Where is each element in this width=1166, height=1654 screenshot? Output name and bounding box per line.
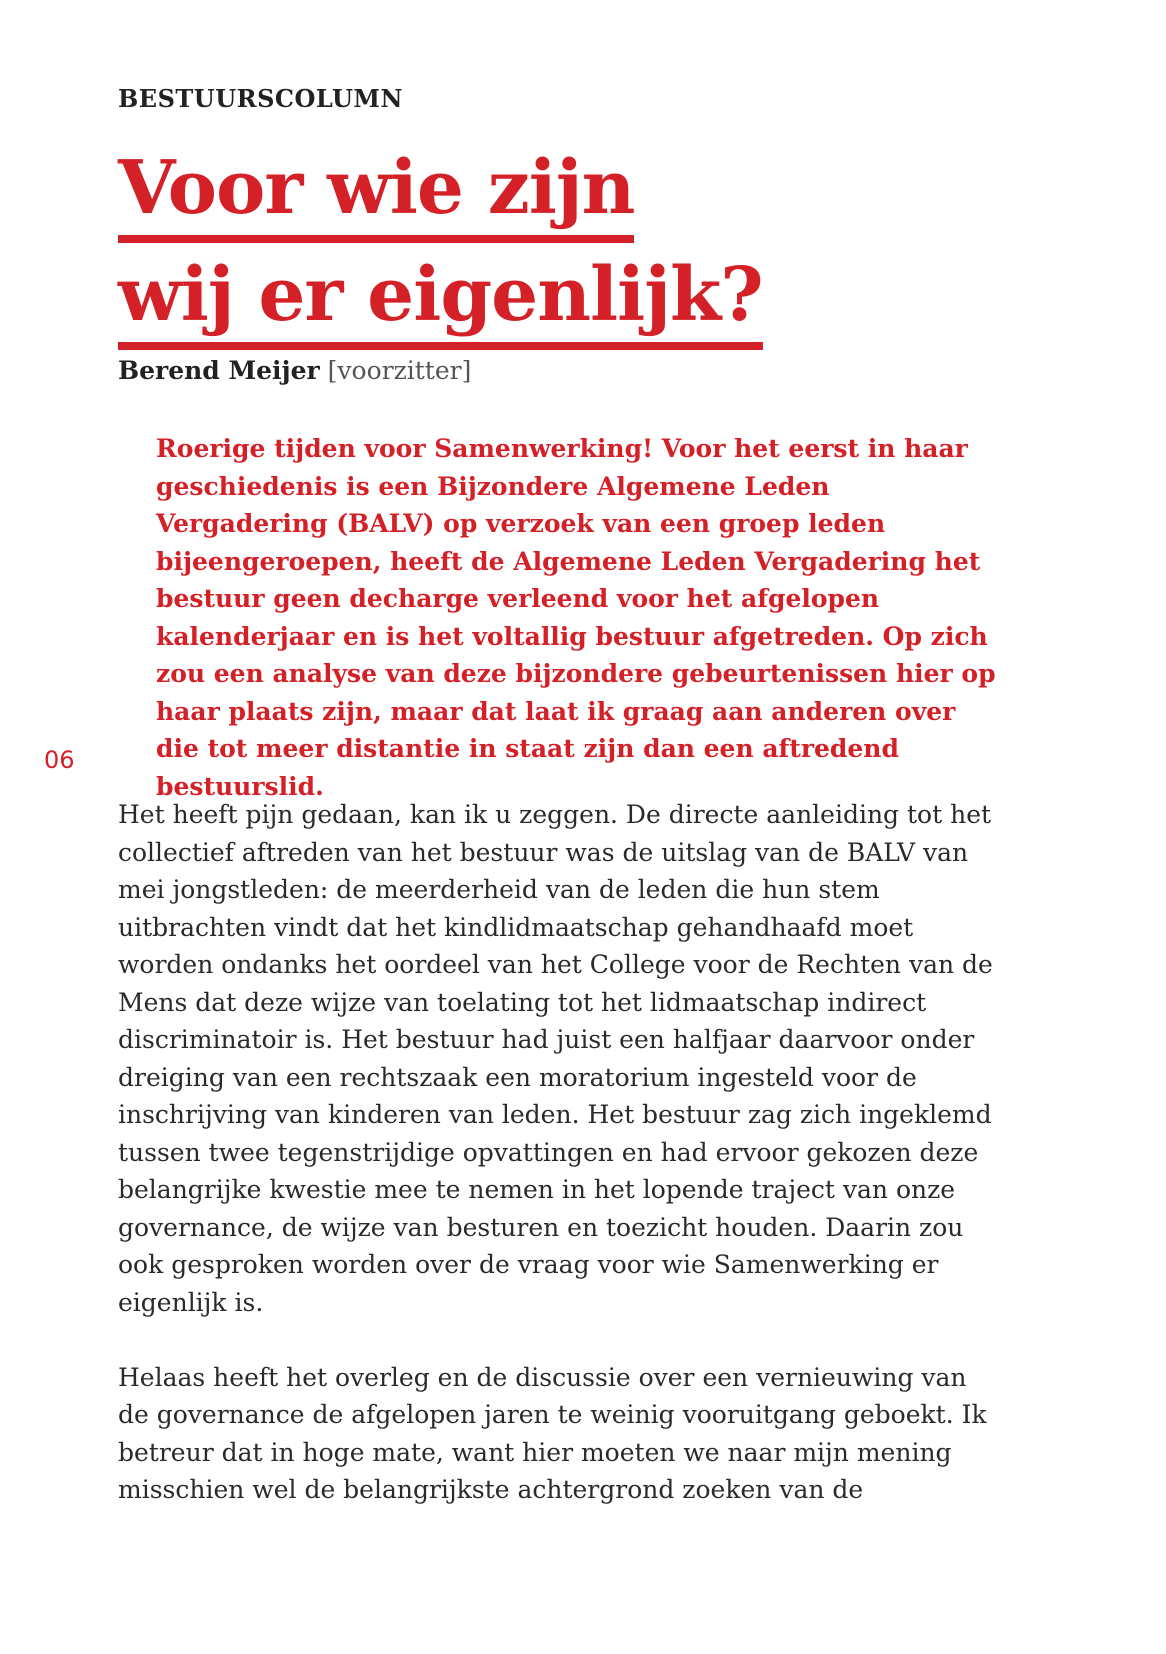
- article-body: [118, 796, 1003, 1546]
- title-line-1: Voor wie zijn: [118, 145, 634, 243]
- title-line-2: wij er eigenlijk?: [118, 252, 763, 350]
- body-paragraph-2: Helaas heeft het overleg en de discussie over een vernieuwing van de governance de afgelopen jaren te weinig vooruitgang geboekt. Ik betreur dat in hoge mate, want hier moeten we naar mijn mening misschien wel de belangrijkste achtergrond zoeken van de: [118, 1362, 987, 1504]
- intro-paragraph: Roerige tijden voor Samenwerking! Voor het eerst in haar geschiedenis is een Bijzondere Algemene Leden Vergadering (BALV) op verzoek van een groep leden bijeengeroepen, heeft de Algemene Leden Vergadering het bestuur geen decharge verleend voor het afgelopen kalenderjaar en is het voltallig bestuur afgetreden. Op zich zou een analyse van deze bijzondere gebeurtenissen hier op haar plaats zijn, maar dat laat ik graag aan anderen over die tot meer distantie in staat zijn dan een aftredend bestuurslid.: [156, 434, 996, 801]
- byline: [118, 356, 471, 385]
- author-role: [voorzitter]: [327, 356, 472, 385]
- section-label: BESTUURSCOLUMN: [118, 84, 403, 113]
- body-paragraph-1: Het heeft pijn gedaan, kan ik u zeggen. De directe aanleiding tot het collectief aftreden van het bestuur was de uitslag van de BALV van mei jongstleden: de meerderheid van de leden die hun stem uitbrachten vindt dat het kindlidmaatschap gehandhaafd moet worden ondanks het oordeel van het College voor de Rechten van de Mens dat deze wijze van toelating tot het lidmaatschap indirect discriminatoir is. Het bestuur had juist een halfjaar daarvoor onder dreiging van een rechtszaak een moratorium ingesteld voor de inschrijving van kinderen van leden. Het bestuur zag zich ingeklemd tussen twee tegenstrijdige opvattingen en had ervoor gekozen deze belangrijke kwestie mee te nemen in het lopende traject van onze governance, de wijze van besturen en toezicht houden. Daarin zou ook gesproken worden over de vraag voor wie Samenwerking er eigenlijk is.: [118, 800, 993, 1317]
- page-number: 06: [44, 746, 75, 774]
- author-name: Berend Meijer: [118, 356, 320, 385]
- page-title: [118, 138, 763, 352]
